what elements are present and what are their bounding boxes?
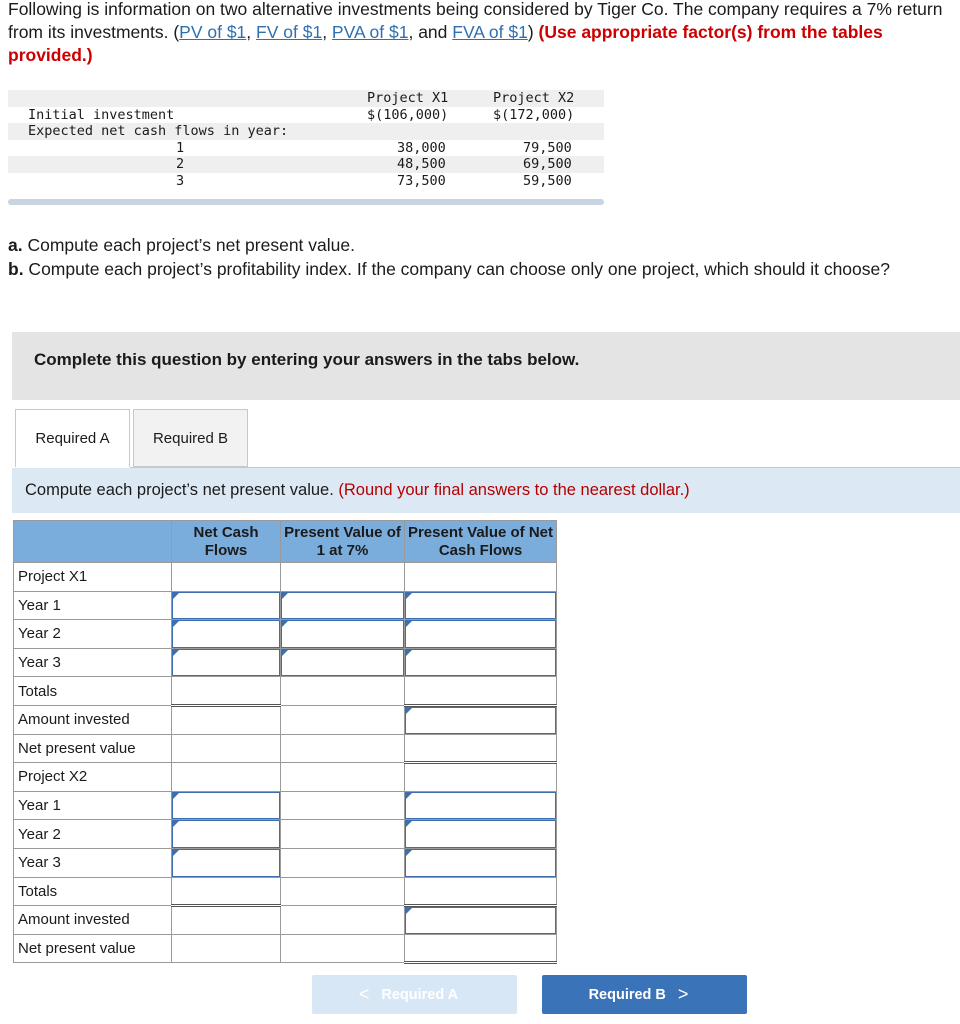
- intro-text: Following is information on two alternative investments being considered by Tiger Co. The company requires a 7% return from its investments. (: [8, 0, 943, 42]
- table-row: [14, 734, 557, 763]
- empty-cell: [172, 906, 281, 935]
- prompt-main: Compute each project’s net present value.: [25, 481, 339, 499]
- table-row: [14, 848, 557, 877]
- table-row: [14, 563, 557, 592]
- next-button-label: Required B: [588, 986, 666, 1003]
- pv-link[interactable]: PV of $1: [179, 22, 247, 42]
- x2-y2-cash-input[interactable]: [172, 820, 280, 848]
- table-row: [14, 877, 557, 906]
- initial-x1: $(106,000): [367, 106, 449, 123]
- question-a: [8, 234, 948, 258]
- empty-cell: [281, 734, 405, 763]
- row-label: Year 3: [14, 648, 172, 677]
- x1-flow: 73,500: [397, 172, 446, 189]
- row-label: Amount invested: [14, 906, 172, 935]
- chevron-left-icon: <: [358, 984, 370, 1004]
- empty-cell: [172, 934, 281, 963]
- year-num: 1: [176, 139, 185, 156]
- year-num: 3: [176, 172, 185, 189]
- x1-y3-factor-input[interactable]: [281, 649, 404, 677]
- empty-cell: [281, 563, 405, 592]
- table-row: [14, 648, 557, 677]
- empty-cell: [172, 763, 281, 792]
- x2-y1-pv-input[interactable]: [405, 792, 556, 820]
- table-row: [14, 820, 557, 849]
- x1-y2-factor-input[interactable]: [281, 620, 404, 648]
- table-row: [14, 705, 557, 734]
- x1-amount-invested-input[interactable]: [405, 707, 556, 734]
- link-separator: ,: [322, 22, 332, 42]
- header-row: [14, 521, 557, 563]
- fva-link[interactable]: FVA of $1: [452, 22, 528, 42]
- empty-cell: [405, 563, 557, 592]
- empty-cell: [281, 906, 405, 935]
- empty-cell: [281, 934, 405, 963]
- header-net-cash-flows: Net Cash Flows: [172, 521, 281, 563]
- initial-label: Initial investment: [28, 106, 175, 123]
- x2-npv-cell: [405, 934, 557, 963]
- next-required-b-button[interactable]: [542, 975, 747, 1014]
- link-separator: , and: [408, 22, 453, 42]
- row-label: Project X1: [14, 563, 172, 592]
- x1-y2-pv-input[interactable]: [405, 620, 556, 648]
- table-row: [14, 791, 557, 820]
- row-label: Year 2: [14, 620, 172, 649]
- info-cash-label-row: [8, 123, 604, 140]
- x2-y3-cash-input[interactable]: [172, 849, 280, 877]
- table-row: [14, 906, 557, 935]
- npv-answer-table: [13, 520, 557, 964]
- row-label: Year 3: [14, 848, 172, 877]
- row-label: Totals: [14, 877, 172, 906]
- empty-cell: [172, 734, 281, 763]
- link-close: ): [527, 22, 539, 42]
- x2-amount-invested-input[interactable]: [405, 907, 556, 934]
- question-a-text: Compute each project’s net present value.: [22, 235, 355, 255]
- header-pv-factor: Present Value of 1 at 7%: [281, 521, 405, 563]
- pva-link[interactable]: PVA of $1: [331, 22, 409, 42]
- table-row: [14, 763, 557, 792]
- x1-flow: 48,500: [397, 156, 446, 172]
- row-label: Net present value: [14, 734, 172, 763]
- x2-y2-pv-input[interactable]: [405, 820, 556, 848]
- x2-flow: 69,500: [523, 156, 572, 172]
- row-label: Project X2: [14, 763, 172, 792]
- row-label: Year 2: [14, 820, 172, 849]
- link-separator: ,: [246, 22, 257, 42]
- empty-cell: [281, 791, 405, 820]
- info-year-row: [8, 173, 604, 190]
- answer-prompt: [12, 468, 960, 513]
- empty-cell: [281, 877, 405, 906]
- factor-note: (Use appropriate factor(s) from the tables provided.): [8, 22, 883, 65]
- prev-required-a-button[interactable]: [312, 975, 517, 1014]
- empty-cell: [405, 763, 557, 792]
- tab-required-a[interactable]: Required A: [15, 409, 130, 467]
- investment-info-table: [8, 90, 604, 189]
- header-pv-net-cash: Present Value of Net Cash Flows: [405, 521, 557, 563]
- x1-y1-pv-input[interactable]: [405, 592, 556, 620]
- x1-cash-total: [172, 677, 281, 706]
- row-label: Year 1: [14, 791, 172, 820]
- x2-flow: 79,500: [523, 139, 572, 156]
- row-label: Year 1: [14, 591, 172, 620]
- tab-required-b[interactable]: Required B: [133, 409, 248, 467]
- x1-pv-total: [405, 677, 557, 706]
- table-row: [14, 620, 557, 649]
- year-num: 2: [176, 156, 185, 172]
- chevron-right-icon: >: [677, 984, 689, 1004]
- x1-npv-cell: [405, 734, 557, 763]
- info-year-row: [8, 140, 604, 157]
- horizontal-scrollbar[interactable]: [8, 199, 604, 205]
- empty-cell: [281, 677, 405, 706]
- empty-cell: [172, 705, 281, 734]
- x1-y3-cash-input[interactable]: [172, 649, 280, 677]
- x1-y3-pv-input[interactable]: [405, 649, 556, 677]
- empty-cell: [281, 820, 405, 849]
- row-label: Amount invested: [14, 705, 172, 734]
- x1-y1-cash-input[interactable]: [172, 592, 280, 620]
- header-x1: Project X1: [367, 90, 449, 106]
- fv-link[interactable]: FV of $1: [256, 22, 323, 42]
- empty-cell: [281, 705, 405, 734]
- x1-y1-factor-input[interactable]: [281, 592, 404, 620]
- instruction-text: Complete this question by entering your answers in the tabs below.: [34, 350, 580, 369]
- x2-y3-pv-input[interactable]: [405, 849, 556, 877]
- problem-intro: [8, 0, 958, 67]
- table-row: [14, 591, 557, 620]
- instruction-banner: [12, 332, 960, 400]
- cash-flows-label: Expected net cash flows in year:: [28, 123, 289, 139]
- x2-flow: 59,500: [523, 172, 572, 189]
- question-b-label: b.: [8, 258, 24, 279]
- header-blank: [14, 521, 172, 563]
- x2-pv-total: [405, 877, 557, 906]
- prompt-note: (Round your final answers to the nearest dollar.): [338, 481, 690, 499]
- info-header-row: [8, 90, 604, 107]
- questions: [8, 234, 948, 281]
- x2-cash-total: [172, 877, 281, 906]
- row-label: Totals: [14, 677, 172, 706]
- prompt-text: [25, 481, 690, 500]
- x2-y1-cash-input[interactable]: [172, 792, 280, 820]
- question-b-text: Compute each project’s profitability index. If the company can choose only one project, which should it choose?: [23, 258, 890, 279]
- initial-x2: $(172,000): [493, 106, 575, 123]
- prev-button-label: Required A: [381, 986, 459, 1003]
- header-x2: Project X2: [493, 90, 575, 106]
- info-year-row: [8, 156, 604, 173]
- question-b: [8, 258, 948, 282]
- table-row: [14, 677, 557, 706]
- empty-cell: [172, 563, 281, 592]
- question-a-label: a.: [8, 235, 23, 255]
- row-label: Net present value: [14, 934, 172, 963]
- x1-flow: 38,000: [397, 139, 446, 156]
- empty-cell: [281, 763, 405, 792]
- info-initial-row: [8, 107, 604, 124]
- x1-y2-cash-input[interactable]: [172, 620, 280, 648]
- empty-cell: [281, 848, 405, 877]
- table-row: [14, 934, 557, 963]
